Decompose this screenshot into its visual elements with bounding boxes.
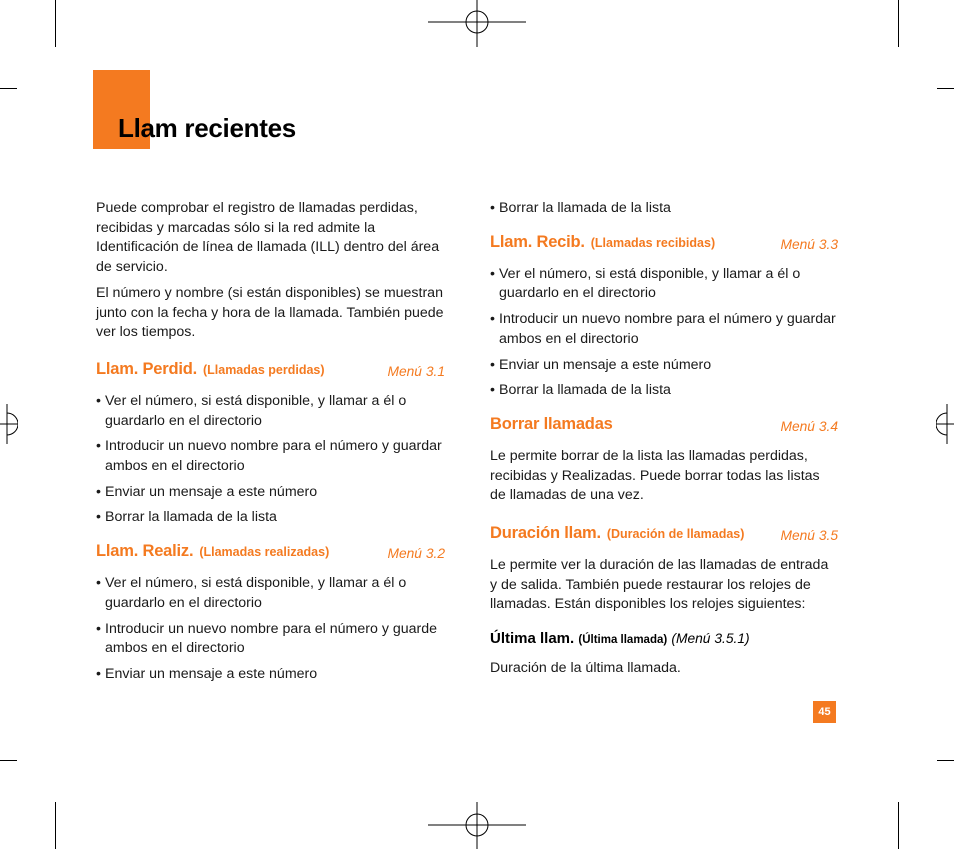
registration-mark-icon	[936, 400, 954, 448]
page-number: 45	[813, 701, 836, 723]
section-subtitle: (Llamadas recibidas)	[590, 235, 716, 250]
section-paragraph: Le permite borrar de la lista las llamadas perdidas, recibidas y Realizadas. Puede borrar todas las listas de llamadas de una vez.	[490, 447, 820, 504]
section-title: Llam. Perdid.	[96, 359, 198, 378]
list-item: • Introducir un nuevo nombre para el número y guardar ambos en el directorio	[490, 311, 836, 347]
section-title: Llam. Recib.	[490, 232, 585, 251]
list-item: • Enviar un mensaje a este número	[96, 483, 318, 500]
section-heading-perdid	[96, 360, 445, 382]
left-column	[96, 199, 445, 691]
list-item: • Borrar la llamada de la lista	[96, 509, 277, 526]
section-title: Llam. Realiz.	[96, 542, 194, 561]
menu-reference: Menú 3.5	[780, 528, 838, 544]
menu-reference: Menú 3.1	[387, 363, 445, 379]
registration-mark-icon	[0, 400, 18, 448]
right-column	[490, 199, 838, 685]
section-subtitle: (Llamadas perdidas)	[202, 362, 325, 377]
menu-reference: (Menú 3.5.1)	[671, 631, 750, 647]
registration-mark-icon	[428, 802, 526, 849]
registration-mark-icon	[428, 0, 526, 47]
list-item: • Enviar un mensaje a este número	[490, 356, 712, 373]
intro-paragraph: El número y nombre (si están disponibles) se muestran junto con la fecha y hora de la llamada. También puede ver los tiempos.	[96, 284, 444, 341]
crop-mark	[937, 760, 954, 761]
menu-reference: Menú 3.4	[780, 418, 838, 434]
menu-reference: Menú 3.2	[387, 546, 445, 562]
section-heading-duracion	[490, 524, 838, 546]
section-title: Borrar llamadas	[490, 414, 613, 433]
crop-mark	[937, 88, 954, 89]
page-title: Llam recientes	[118, 113, 296, 143]
subsection-heading-ultima	[490, 629, 838, 651]
subsection-title: Última llam.	[490, 630, 575, 648]
list-item: • Borrar la llamada de la lista	[490, 382, 671, 399]
crop-mark	[0, 88, 17, 89]
crop-mark	[55, 802, 56, 849]
list-item: • Ver el número, si está disponible, y llamar a él o guardarlo en el directorio	[96, 575, 407, 611]
subsection-subtitle: (Última llamada)	[578, 634, 668, 647]
section-heading-recib	[490, 233, 838, 255]
list-item: • Introducir un nuevo nombre para el número y guardar ambos en el directorio	[96, 438, 442, 475]
section-heading-borrar	[490, 415, 838, 437]
list-item: • Borrar la llamada de la lista	[490, 200, 671, 216]
section-paragraph: Le permite ver la duración de las llamadas de entrada y de salida. También puede restaurar los relojes de llamadas. Están disponibles los relojes siguientes:	[490, 557, 829, 613]
subsection-paragraph: Duración de la última llamada.	[490, 659, 681, 676]
section-title: Duración llam.	[490, 524, 601, 543]
crop-mark	[0, 760, 17, 761]
menu-reference: Menú 3.3	[780, 236, 838, 252]
list-item: • Introducir un nuevo nombre para el número y guarde ambos en el directorio	[96, 620, 438, 657]
intro-paragraph: Puede comprobar el registro de llamadas perdidas, recibidas y marcadas sólo si la red admite la Identificación de línea de llamada (ILL) dentro del área de servicio.	[96, 200, 440, 276]
list-item: • Ver el número, si está disponible, y llamar a él o guardarlo en el directorio	[96, 392, 407, 429]
crop-mark	[898, 802, 899, 849]
section-subtitle: (Duración de llamadas)	[606, 527, 745, 542]
section-heading-realiz	[96, 542, 445, 564]
crop-mark	[898, 0, 899, 47]
crop-mark	[55, 0, 56, 47]
list-item: • Enviar un mensaje a este número	[96, 665, 318, 682]
section-subtitle: (Llamadas realizadas)	[199, 545, 330, 560]
list-item: • Ver el número, si está disponible, y llamar a él o guardarlo en el directorio	[490, 265, 801, 302]
